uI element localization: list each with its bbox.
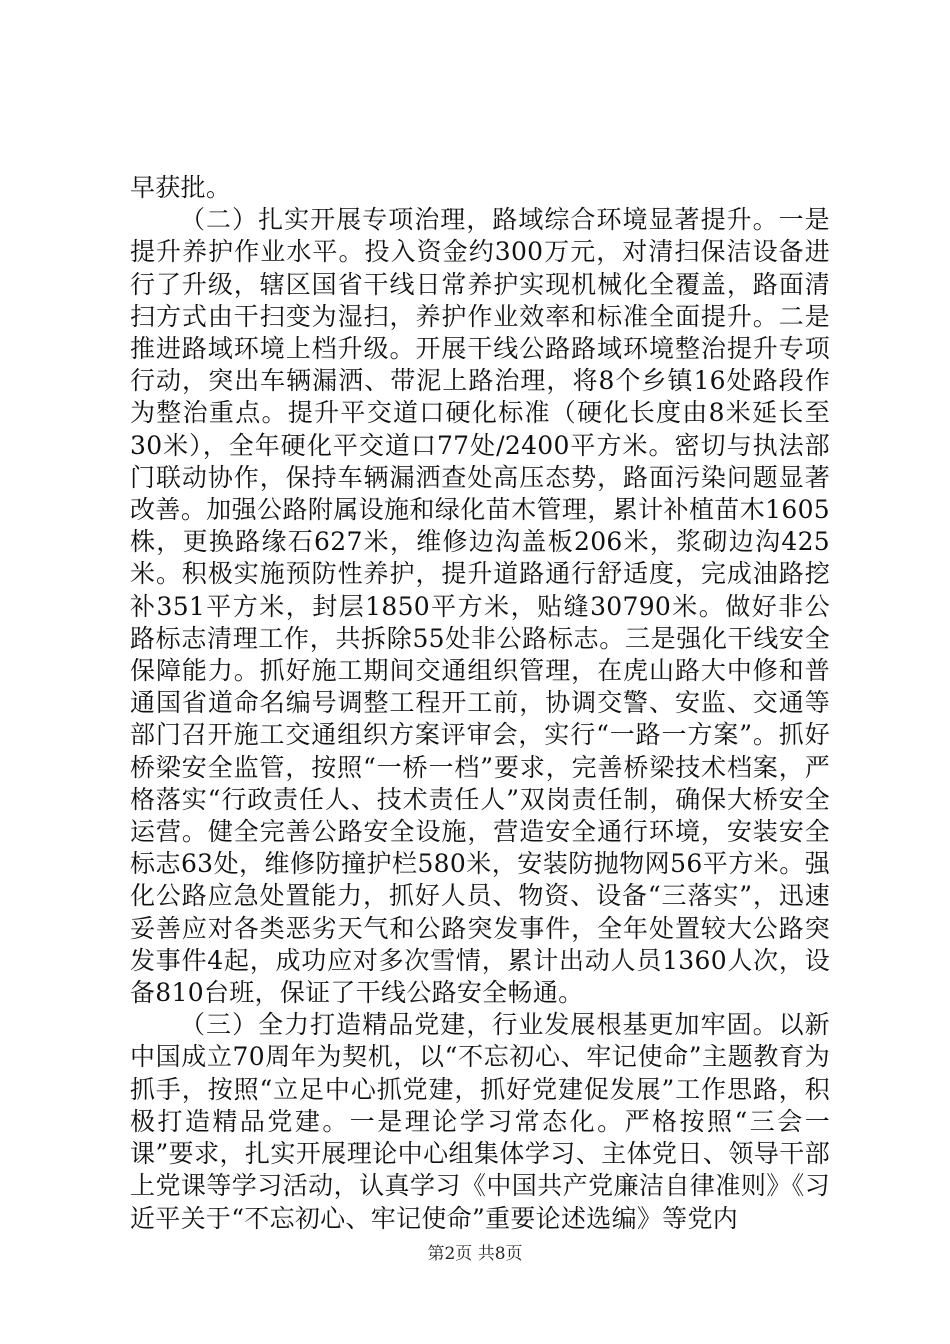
paragraph-section-3: （三）全力打造精品党建，行业发展根基更加牢固。以新中国成立70周年为契机，以“不忘初心、牢记使命”主题教育为抓手，按照“立足中心抓党建，抓好党建促发展”工作思路，积极打造精品党建。一是理论学习常态化。严格按照“三会一课”要求，扎实开展理论中心组集体学习、主体党日、领导干部上党课等学习活动，认真学习《中国共产党廉洁自律准则》《习近平关于“不忘初心、牢记使命”重要论述选编》等党内 (130, 1010, 830, 1233)
document-body (130, 172, 830, 1235)
paragraph-section-2: （二）扎实开展专项治理，路域综合环境显著提升。一是提升养护作业水平。投入资金约300万元，对清扫保洁设备进行了升级，辖区国省干线日常养护实现机械化全覆盖，路面清扫方式由干扫变为湿扫，养护作业效率和标准全面提升。二是推进路域环境上档升级。开展干线公路路域环境整治提升专项行动，突出车辆漏洒、带泥上路治理，将8个乡镇16处路段作为整治重点。提升平交道口硬化标准（硬化长度由8米延长至30米），全年硬化平交道口77处/2400平方米。密切与执法部门联动协作，保持车辆漏洒查处高压态势，路面污染问题显著改善。加强公路附属设施和绿化苗木管理，累计补植苗木1605株，更换路缘石627米，维修边沟盖板206米，浆砌边沟425米。积极实施预防性养护，提升道路通行舒适度，完成油路挖补351平方米，封层1850平方米，贴缝30790米。做好非公路标志清理工作，共拆除55处非公路标志。三是强化干线安全保障能力。抓好施工期间交通组织管理，在虎山路大中修和普通国省道命名编号调整工程开工前，协调交警、安监、交通等部门召开施工交通组织方案评审会，实行“一路一方案”。抓好桥梁安全监管，按照“一桥一档”要求，完善桥梁技术档案，严格落实“行政责任人、技术责任人”双岗责任制，确保大桥安全运营。健全完善公路安全设施，营造安全通行环境，安装安全标志63处，维修防撞护栏580米，安装防抛物网56平方米。强化公路应急处置能力，抓好人员、物资、设备“三落实”，迅速妥善应对各类恶劣天气和公路突发事件，全年处置较大公路突发事件4起，成功应对多次雪情，累计出动人员1360人次，设备810台班，保证了干线公路安全畅通。 (130, 205, 830, 1008)
paragraph-continuation: 早获批。 (130, 173, 232, 202)
page-footer: 第2页 共8页 (427, 1244, 523, 1264)
